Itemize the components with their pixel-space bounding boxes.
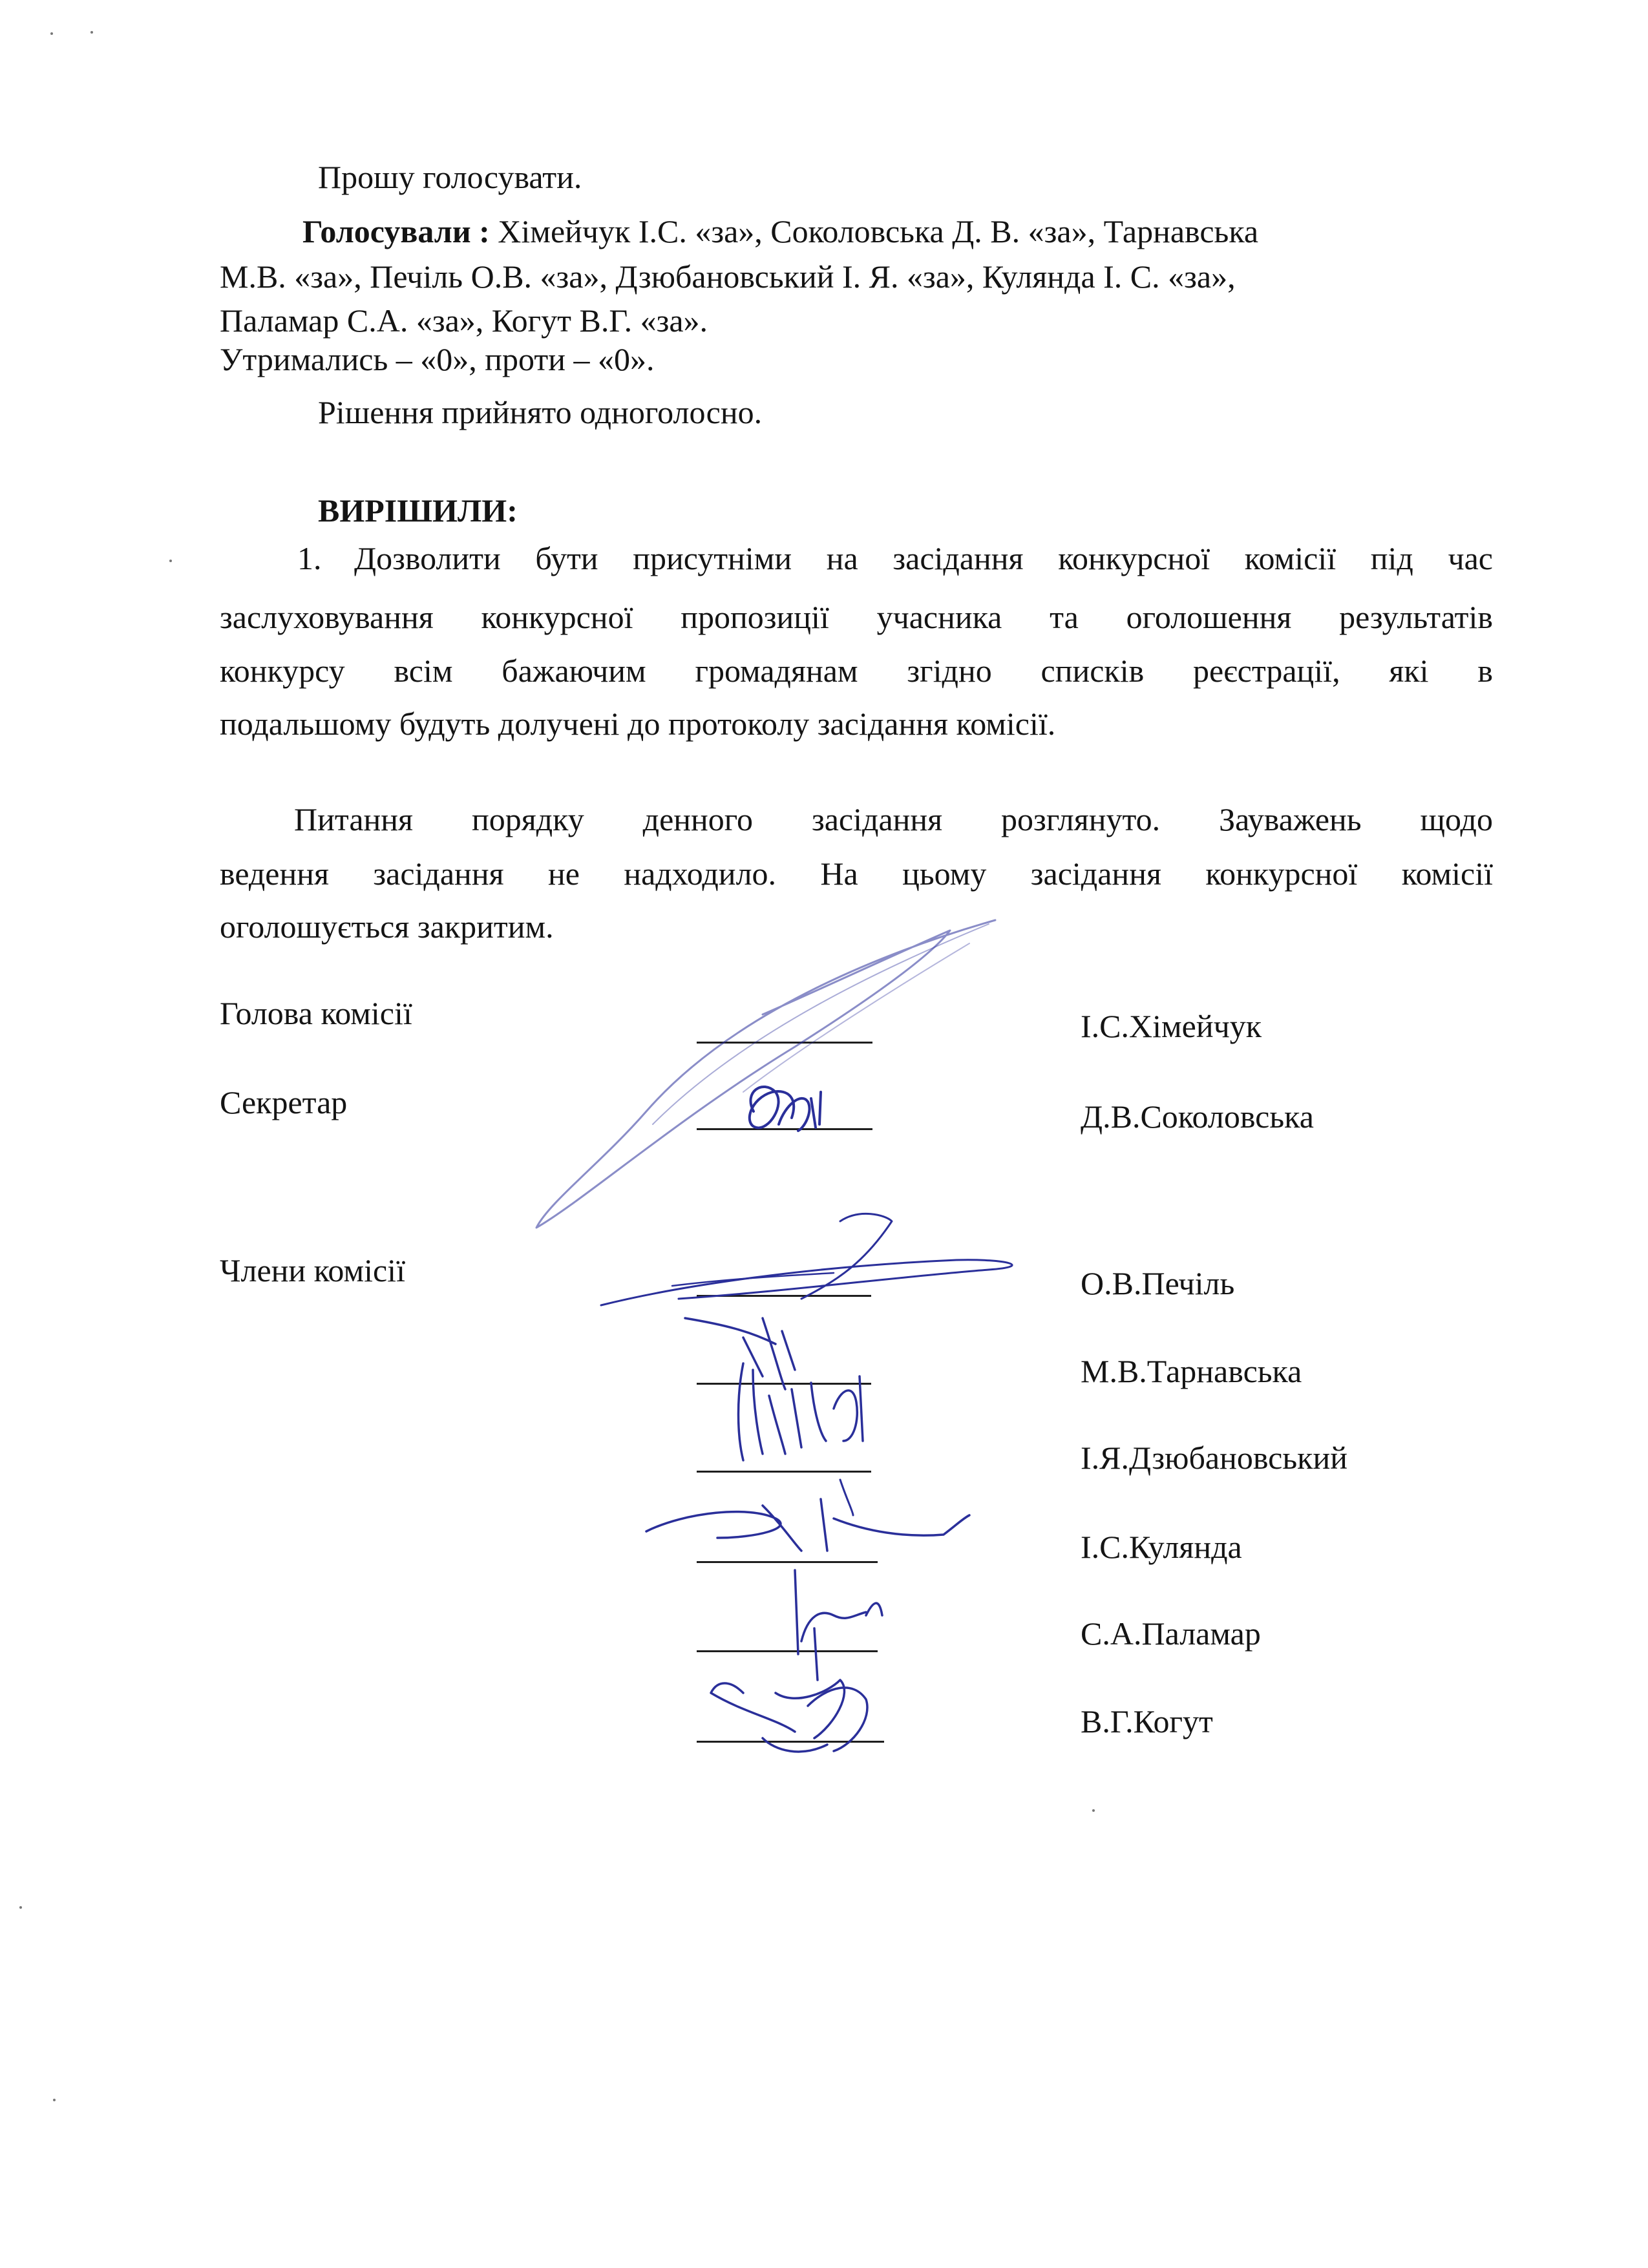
member-signature-line (697, 1561, 878, 1563)
voted-line-1-rest: Хімейчук І.С. «за», Соколовська Д. В. «за», Тарнавська (489, 213, 1259, 249)
chair-name: І.С.Хімейчук (1081, 1008, 1262, 1044)
resolution-line-4: подальшому будуть долучені до протоколу засідання комісії. (220, 706, 1056, 742)
resolution-line-2: заслуховування конкурсної пропозиції учасника та оголошення результатів (220, 599, 1493, 635)
member-signature-line (697, 1383, 871, 1385)
chair-signature (536, 920, 995, 1228)
member-signature-line (697, 1650, 878, 1652)
secretary-signature-line (697, 1128, 872, 1130)
voted-line-2: М.В. «за», Печіль О.В. «за», Дзюбановський І. Я. «за», Кулянда І. С. «за», (220, 258, 1236, 295)
member-signature (739, 1363, 863, 1460)
resolution-line-3: конкурсу всім бажаючим громадянам згідно списків реєстрації, які в (220, 653, 1493, 689)
member-signature-line (697, 1471, 871, 1473)
abstained-line: Утримались – «0», проти – «0». (220, 341, 655, 377)
scan-speck (53, 2099, 56, 2101)
scan-speck (1092, 1809, 1095, 1812)
member-name: І.С.Кулянда (1081, 1529, 1242, 1565)
scan-speck (169, 560, 172, 562)
secretary-name: Д.В.Соколовська (1081, 1098, 1314, 1135)
scan-speck (19, 1906, 22, 1909)
voted-line-3: Паламар С.А. «за», Когут В.Г. «за». (220, 302, 708, 339)
voted-label: Голосували : (302, 213, 490, 249)
resolved-heading (318, 491, 518, 530)
member-signature (601, 1213, 1012, 1305)
closing-line-2: ведення засідання не надходило. На цьому засідання конкурсної комісії (220, 856, 1493, 892)
member-signature (795, 1570, 882, 1680)
scan-speck (50, 32, 53, 35)
member-name: М.В.Тарнавська (1081, 1353, 1302, 1389)
member-signature (685, 1318, 795, 1389)
member-signature (646, 1499, 969, 1551)
member-name: В.Г.Когут (1081, 1703, 1213, 1739)
secretary-label: Секретар (220, 1084, 348, 1120)
chair-label: Голова комісії (220, 995, 412, 1031)
member-name: С.А.Паламар (1081, 1615, 1261, 1652)
scan-speck (90, 31, 93, 34)
member-signature-line (697, 1741, 884, 1743)
decision-status: Рішення прийнято одноголосно. (318, 394, 763, 430)
voted-line-1 (302, 212, 1258, 251)
member-name: О.В.Печіль (1081, 1265, 1235, 1301)
chair-signature-line (697, 1042, 872, 1044)
member-signature-line (697, 1295, 871, 1297)
resolved-heading-text: ВИРІШИЛИ: (318, 492, 518, 529)
secretary-signature (750, 1087, 821, 1131)
closing-line-3: оголошується закритим. (220, 908, 554, 945)
closing-line-1: Питання порядку денного засідання розглянуто. Зауважень щодо (294, 801, 1493, 837)
resolution-line-1: Дозволити бути присутніми на засідання конкурсної комісії під час (354, 540, 1493, 576)
vote-call: Прошу голосувати. (318, 159, 582, 195)
resolution-number: 1. (297, 540, 322, 576)
members-label: Члени комісії (220, 1252, 405, 1288)
member-name: І.Я.Дзюбановський (1081, 1440, 1347, 1476)
